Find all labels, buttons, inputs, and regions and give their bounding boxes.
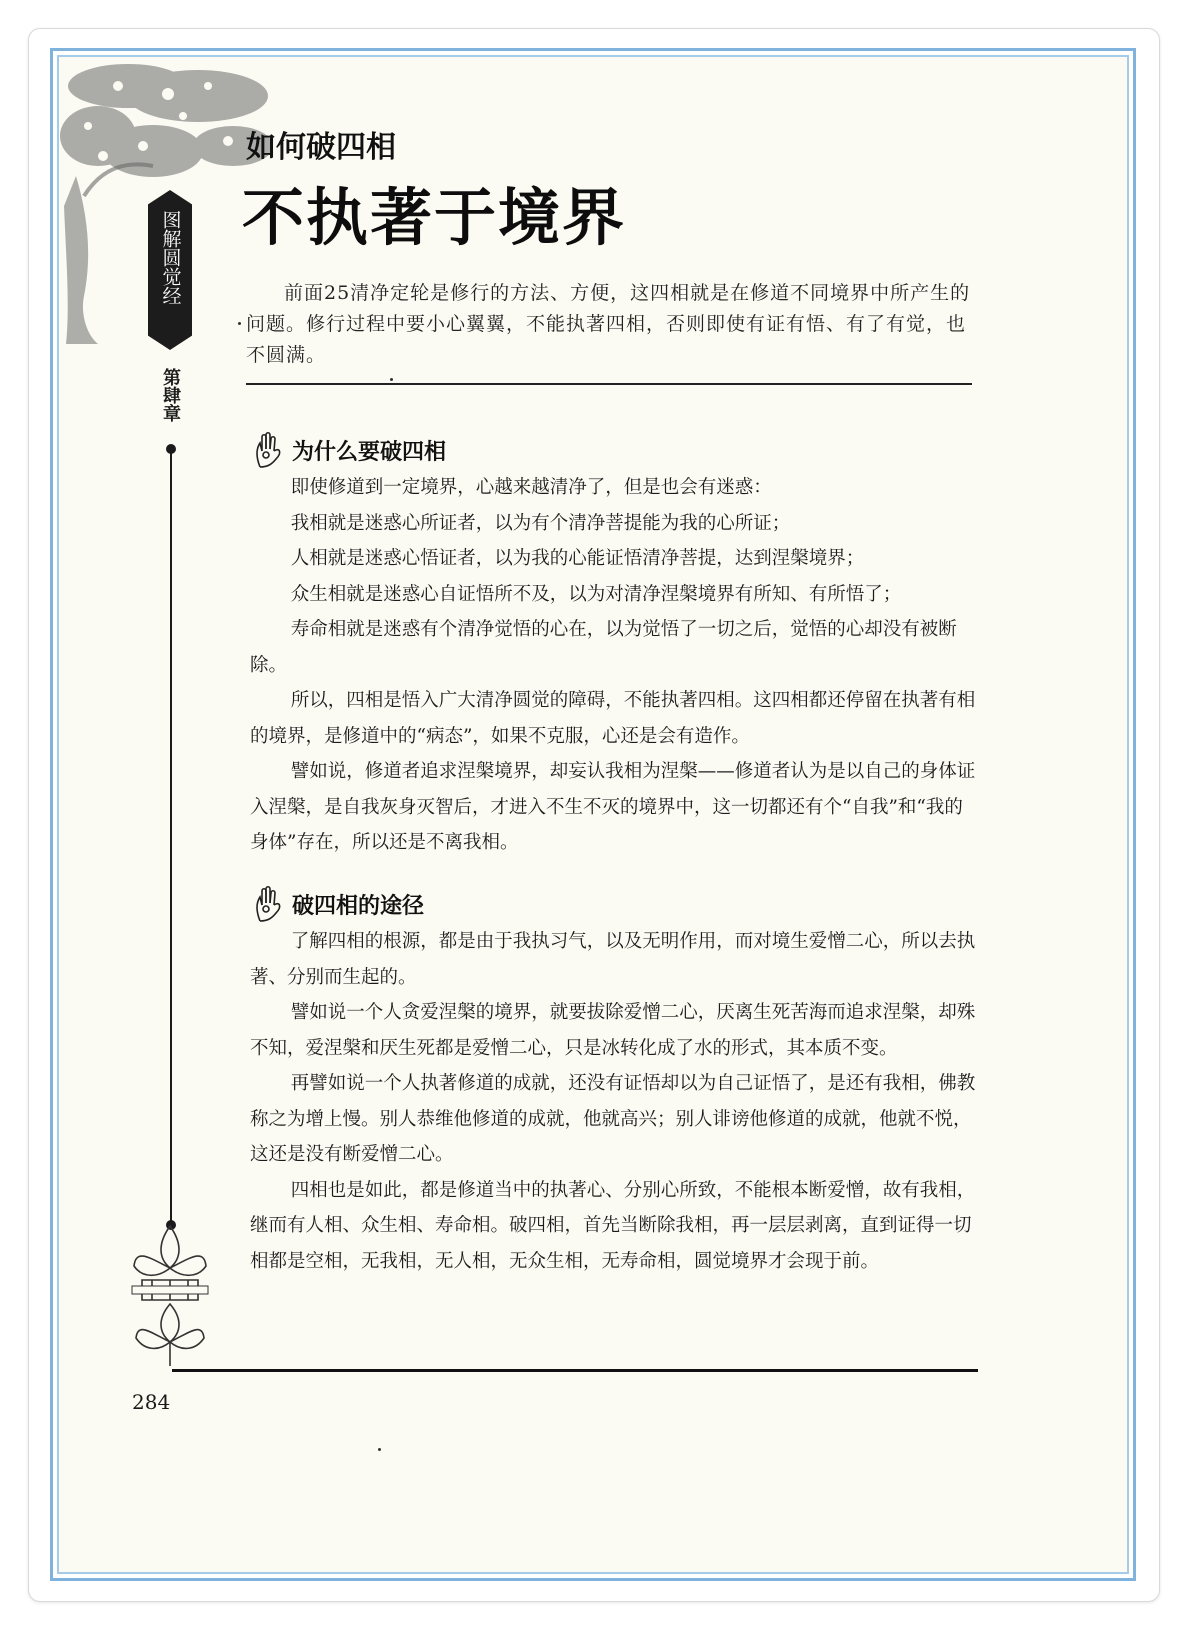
speck	[390, 378, 393, 381]
paragraph: 即使修道到一定境界，心越来越清净了，但是也会有迷惑：	[290, 477, 772, 498]
hand-mudra-icon	[250, 431, 284, 469]
footer-divider	[172, 1369, 978, 1372]
book-title-tag: 图解圆觉经	[159, 210, 182, 305]
paragraph: 譬如说，修道者追求涅槃境界，却妄认我相为涅槃——修道者认为是以自己的身体证入涅槃，是自我灰身灭智后，才进入不生不灭的境界中，这一切都还有个“自我”和“我的身体”存在，所以还是不离我相。	[250, 761, 976, 853]
section-1-body	[250, 470, 976, 861]
paragraph: 寿命相就是迷惑有个清净觉悟的心在，以为觉悟了一切之后，觉悟的心却没有被断除。	[250, 619, 957, 676]
margin-line	[170, 448, 172, 1228]
paragraph: 譬如说一个人贪爱涅槃的境界，就要拔除爱憎二心，厌离生死苦海而追求涅槃，却殊不知，爱涅槃和厌生死都是爱憎二心，只是冰转化成了水的形式，其本质不变。	[250, 1002, 976, 1059]
page-number: 284	[132, 1390, 171, 1414]
speck	[238, 322, 241, 325]
chapter-label: 第肆章	[160, 368, 181, 422]
section-title: 破四相的途径	[292, 893, 425, 919]
speck	[378, 1448, 381, 1451]
hand-mudra-icon	[250, 885, 284, 923]
paragraph: 人相就是迷惑心悟证者，以为我的心能证悟清净菩提，达到涅槃境界；	[290, 548, 865, 569]
section-title: 为什么要破四相	[292, 439, 447, 465]
paragraph: 众生相就是迷惑心自证悟所不及，以为对清净涅槃境界有所知、有所悟了；	[290, 583, 902, 605]
section-2-body	[250, 924, 976, 1279]
section-heading-2	[250, 884, 424, 924]
page-title: 不执著于境界	[242, 181, 627, 254]
intro-divider	[246, 383, 972, 385]
paragraph: 所以，四相是悟入广大清净圆觉的障碍，不能执著四相。这四相都还停留在执著有相的境界，是修道中的“病态”，如果不克服，心还是会有造作。	[250, 690, 976, 747]
lotus-ornament	[128, 1218, 212, 1370]
paragraph: 我相就是迷惑心所证者，以为有个清净菩提能为我的心所证；	[290, 512, 791, 534]
paragraph: 了解四相的根源，都是由于我执习气，以及无明作用，而对境生爱憎二心，所以去执著、分别而生起的。	[250, 931, 976, 988]
margin-line-top-dot	[166, 444, 176, 454]
paragraph: 再譬如说一个人执著修道的成就，还没有证悟却以为自己证悟了，是还有我相，佛教称之为增上慢。别人恭维他修道的成就，他就高兴；别人诽谤他修道的成就，他就不悦，这还是没有断爱憎二心。	[250, 1073, 976, 1165]
paragraph: 四相也是如此，都是修道当中的执著心、分别心所致，不能根本断爱憎，故有我相，继而有人相、众生相、寿命相。破四相，首先当断除我相，再一层层剥离，直到证得一切相都是空相，无我相，无人相，无众生相，无寿命相，圆觉境界才会现于前。	[250, 1179, 976, 1272]
page-subtitle: 如何破四相	[246, 130, 396, 165]
section-heading-1	[250, 430, 446, 470]
intro-paragraph	[246, 278, 974, 371]
intro-text: 前面25清净定轮是修行的方法、方便，这四相就是在修道不同境界中所产生的问题。修行过程中要小心翼翼，不能执著四相，否则即使有证有悟、有了有觉，也不圆满。	[246, 282, 971, 366]
